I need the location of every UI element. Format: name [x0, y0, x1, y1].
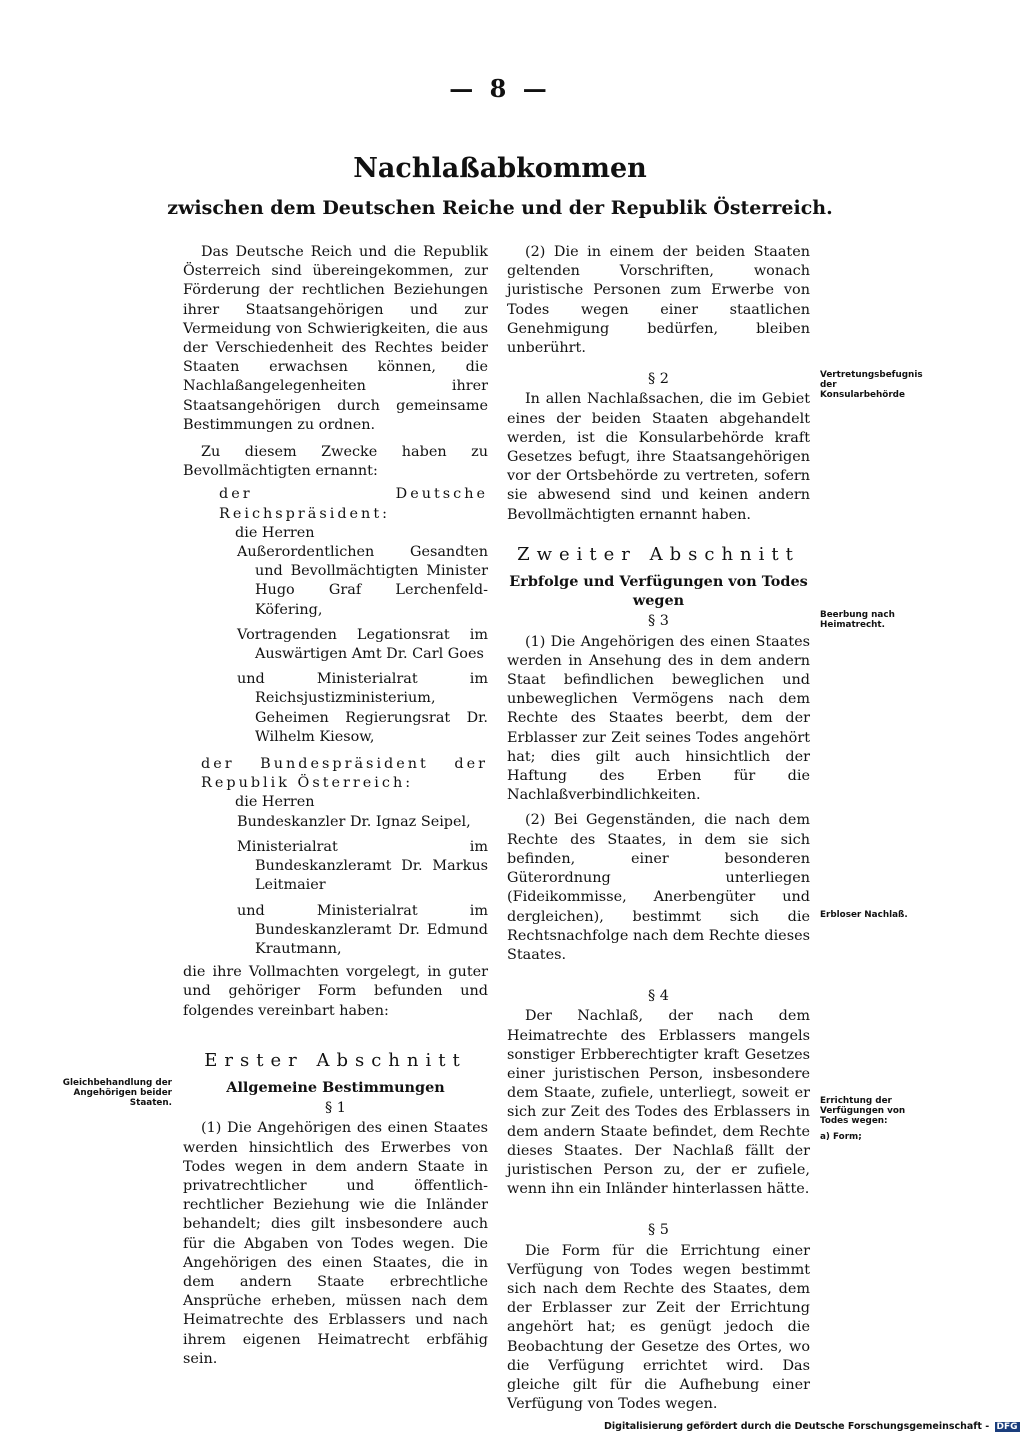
article-text: Die Form für die Errichtung einer Verfügung von Todes wegen bestimmt sich nach dem Rechte des Staates, dem der Erblasser zur Zeit der Errichtung angehört hat; es genügt jedoch die Beobachtung der Gesetze des Ortes, wo die Verfügung errichtet wird. Das gleiche gilt für die Aufhebung einer Verfügung von Todes wegen. — [507, 1242, 810, 1413]
section-subheading: Allgemeine Bestimmungen — [226, 1078, 445, 1096]
purpose-paragraph: Zu diesem Zwecke haben zu Bevollmächtigten ernannt: — [183, 444, 488, 480]
intro-paragraph: Das Deutsche Reich und die Republik Österreich sind übereingekommen, zur Förderung der rechtlichen Beziehungen ihrer Staatsangehörigen und zur Vermeidung von Schwierigkeiten, die aus der Verschiedenheit des Rechtes beider Staaten erwachsen können, die Nachlaßangelegenheiten ihrer Staatsangehörigen durch gemeinsame Bestimmungen zu ordnen. — [183, 244, 488, 433]
article-text: (2) Die in einem der beiden Staaten geltenden Vorschriften, wonach juristische Personen zum Erwerbe von Todes wegen einer staatlichen Genehmigung bedürfen, bleiben unberührt. — [507, 244, 810, 357]
page-title: Nachlaßabkommen — [353, 153, 647, 184]
president-de: der Deutsche Reichspräsident: — [219, 486, 488, 522]
section-heading: Zweiter Abschnitt — [517, 543, 800, 565]
article-text: In allen Nachlaßsachen, die im Gebiet eines der beiden Staaten abgehandelt werden, ist die Konsularbehörde kraft Gesetzes befugt, ihre Staatsangehörigen vor der Ortsbehörde zu vertreten, sofern sie abwesend sind und keinen andern Bevollmächtigten ernannt haben. — [507, 391, 810, 523]
delegate-item: und Ministerialrat im Reichsjustizministerium, Geheimen Regierungsrat Dr. Wilhelm Kiesow, — [237, 671, 488, 745]
article-text: (1) Die Angehörigen des einen Staates werden in Ansehung des in dem andern Staat befindlichen beweglichen und unbeweglichen Vermögens nach dem Rechte des Staates beerbt, dem der Erblasser zur Zeit seines Todes angehört hat; dies gilt auch hinsichtlich der Haftung des Erben für die Nachlaßverbindlichkeiten. — [507, 633, 810, 804]
paragraph-sign: § 5 — [648, 1222, 669, 1239]
footer-credit — [604, 1421, 1020, 1432]
paragraph-sign: § 1 — [325, 1100, 346, 1117]
section-heading: Erster Abschnitt — [204, 1049, 467, 1071]
die-herren-label: die Herren — [235, 524, 315, 541]
paragraph-sign: § 2 — [648, 371, 669, 388]
article-text: (1) Die Angehörigen des einen Staates werden hinsichtlich des Erwerbes von Todes wegen in dem andern Staate in privatrechtlicher und öffentlich-rechtlicher Beziehung wie die Inländer behandelt; dies gilt insbesondere auch für die Abgaben von Todes wegen. Die Angehörigen des einen Staates, die in dem andern Staate erbrechtliche Ansprüche erheben, müssen nach dem Heimatrechte des Erblassers und nach ihrem eigenen Heimatrecht erbfähig sein. — [183, 1120, 488, 1367]
section-subheading: Erbfolge und Verfügungen von Todes wegen — [509, 573, 808, 610]
footer-text: Digitalisierung gefördert durch die Deutsche Forschungsgemeinschaft - — [604, 1421, 990, 1432]
margin-note-consular: Vertretungsbefugnis der Konsularbehörde — [820, 370, 923, 400]
margin-note-form: a) Form; — [820, 1132, 862, 1142]
paragraph-sign: § 4 — [648, 988, 669, 1005]
left-column — [183, 243, 488, 1369]
agreed-paragraph: die ihre Vollmachten vorgelegt, in guter und gehöriger Form befunden und folgendes vereinbart haben: — [183, 964, 488, 1019]
delegate-item: Ministerialrat im Bundeskanzleramt Dr. Markus Leitmaier — [237, 838, 488, 894]
article-text: (2) Bei Gegenständen, die nach dem Rechte des Staates, in dem sie sich befinden, einer besonderen Güterordnung unterliegen (Fideikommisse, Anerbengüter und dergleichen), bestimmt sich die Rechtsnachfolge nach dem Rechte dieses Staates. — [507, 812, 810, 963]
delegate-item: Außerordentlichen Gesandten und Bevollmächtigten Minister Hugo Graf Lerchenfeld-Köfering, — [237, 544, 488, 618]
margin-note-inheritance: Beerbung nach Heimatrecht. — [820, 610, 895, 630]
president-at: der Bundespräsident der Republik Österreich: — [201, 756, 488, 792]
die-herren-label: die Herren — [235, 794, 315, 811]
delegate-item: Bundeskanzler Dr. Ignaz Seipel, — [237, 813, 471, 830]
margin-note-dispositions: Errichtung der Verfügungen von Todes wegen: — [820, 1096, 906, 1126]
delegate-item: Vortragenden Legationsrat im Auswärtigen Amt Dr. Carl Goes — [237, 626, 488, 663]
right-column — [507, 243, 810, 1414]
page-number: — 8 — — [449, 74, 551, 103]
margin-note-equal-treatment: Gleichbehandlung der Angehörigen beider Staaten. — [62, 1078, 172, 1108]
dfg-logo: DFG — [996, 1422, 1018, 1432]
page-subtitle: zwischen dem Deutschen Reiche und der Republik Österreich. — [167, 197, 833, 219]
margin-note-heirless-estate: Erbloser Nachlaß. — [820, 910, 908, 920]
delegate-item: und Ministerialrat im Bundeskanzleramt Dr. Edmund Krautmann, — [237, 902, 488, 957]
paragraph-sign: § 3 — [648, 613, 669, 630]
article-text: Der Nachlaß, der nach dem Heimatrechte des Erblassers mangels sonstiger Erbberechtigter kraft Gesetzes einer juristischen Person, insbesondere dem Staate, zufiele, unterliegt, soweit er sich zur Zeit des Todes des Erblassers in dem andern Staate befindet, dem Rechte dieses Staates. Der Nachlaß fällt der juristischen Person zu, der er zufiele, wenn ihn ein Inländer hinterlassen hätte. — [507, 1008, 810, 1198]
